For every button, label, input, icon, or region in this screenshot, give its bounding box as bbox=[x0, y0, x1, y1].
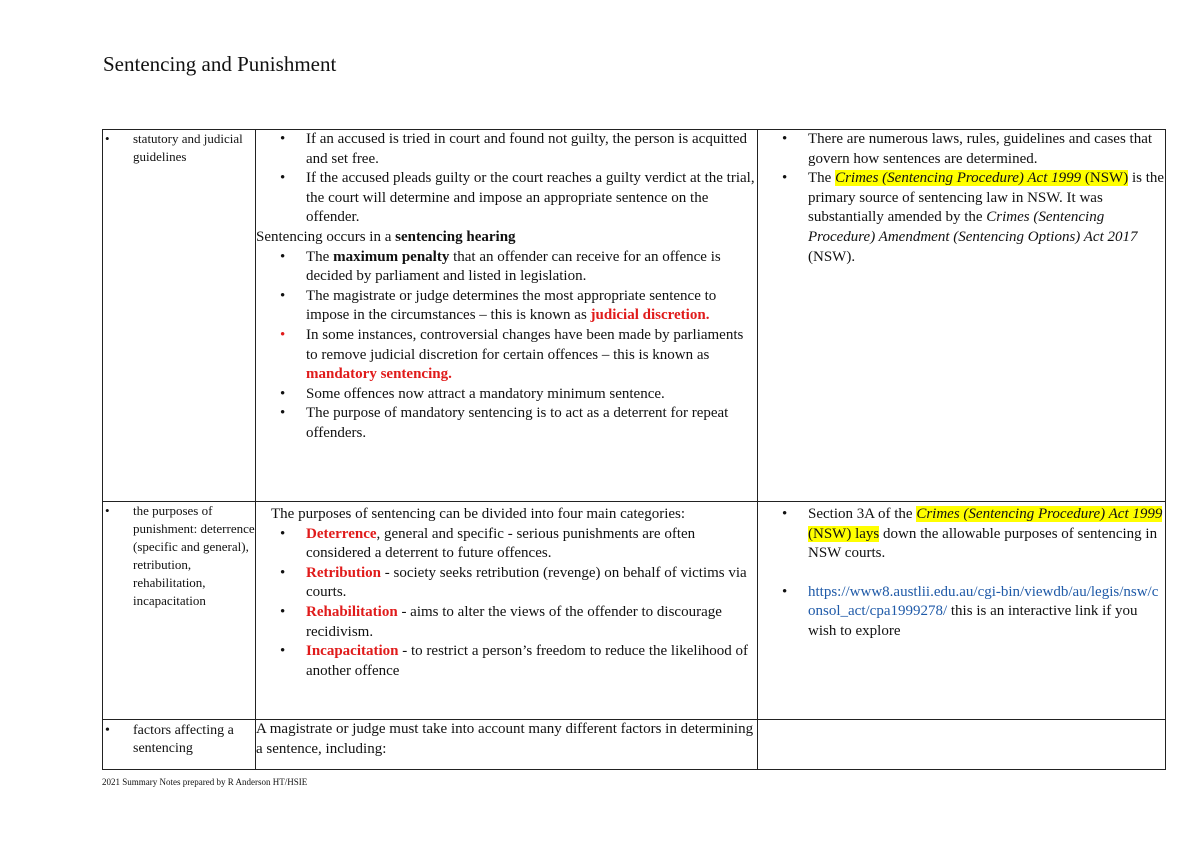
reference-cell bbox=[758, 130, 1166, 502]
topic-cell bbox=[103, 130, 256, 502]
notes-table bbox=[102, 129, 1166, 770]
content-cell bbox=[256, 502, 758, 720]
content-cell bbox=[256, 130, 758, 502]
maximum-penalty-term: maximum penalty bbox=[333, 248, 450, 265]
list-item: • Section 3A of the Crimes (Sentencing Procedure) Act 1999 (NSW) lays down the allowable purposes of sentencing in NSW courts. bbox=[758, 505, 1165, 564]
list-item: • Rehabilitation - aims to alter the views of the offender to discourage recidivism. bbox=[256, 603, 757, 642]
topic-cell bbox=[103, 502, 256, 720]
list-item: • Some offences now attract a mandatory minimum sentence. bbox=[256, 385, 757, 405]
deterrence-term: Deterrence bbox=[306, 525, 377, 542]
table-row bbox=[103, 502, 1166, 720]
list-item: • Incapacitation - to restrict a person’s freedom to reduce the likelihood of another offence bbox=[256, 642, 757, 681]
table-row bbox=[103, 130, 1166, 502]
table-row bbox=[103, 720, 1166, 770]
topic-cell bbox=[103, 720, 256, 770]
factors-intro: A magistrate or judge must take into account many different factors in determining a sentence, including: bbox=[256, 721, 754, 757]
act-citation-highlight: Crimes (Sentencing Procedure) Act 1999 (NSW) bbox=[835, 170, 1129, 187]
amendment-act-citation: Crimes (Sentencing Procedure) Amendment (Sentencing Options) Act 2017 bbox=[808, 209, 1138, 245]
topic-label: • the purposes of punishment: deterrence (specific and general), retribution, rehabilitation, incapacitation bbox=[103, 502, 255, 610]
list-item: • The Crimes (Sentencing Procedure) Act 1999 (NSW) is the primary source of sentencing law in NSW. It was substantially amended by the Crimes (Sentencing Procedure) Amendment (Sentencing Options) Act 2017 (NSW). bbox=[758, 169, 1165, 267]
list-item: • If the accused pleads guilty or the court reaches a guilty verdict at the trial, the court will determine and impose an appropriate sentence on the offender. bbox=[256, 169, 757, 228]
judicial-discretion-term: judicial discretion. bbox=[590, 307, 710, 324]
list-item: • There are numerous laws, rules, guidelines and cases that govern how sentences are determined. bbox=[758, 130, 1165, 169]
sentencing-hearing-term: sentencing hearing bbox=[395, 228, 516, 245]
list-item: • The maximum penalty that an offender can receive for an offence is decided by parliament and listed in legislation. bbox=[256, 248, 757, 287]
rehabilitation-term: Rehabilitation bbox=[306, 603, 398, 620]
list-item: • Retribution - society seeks retribution (revenge) on behalf of victims via courts. bbox=[256, 564, 757, 603]
list-item: • In some instances, controversial changes have been made by parliaments to remove judicial discretion for certain offences – this is known as mandatory sentencing. bbox=[256, 326, 757, 385]
page-title: Sentencing and Punishment bbox=[103, 52, 337, 76]
list-item: • https://www8.austlii.edu.au/cgi-bin/viewdb/au/legis/nsw/consol_act/cpa1999278/ this is an interactive link if you wish to explore bbox=[758, 583, 1165, 642]
reference-cell bbox=[758, 502, 1166, 720]
retribution-term: Retribution bbox=[306, 564, 381, 581]
list-item: • The magistrate or judge determines the most appropriate sentence to impose in the circumstances – this is known as judicial discretion. bbox=[256, 287, 757, 326]
austlii-link[interactable]: https://www8.austlii.edu.au/cgi-bin/viewdb/au/legis/nsw/consol_act/cpa1999278/ bbox=[808, 583, 1159, 620]
content-cell bbox=[256, 720, 758, 770]
list-item: • The purpose of mandatory sentencing is to act as a deterrent for repeat offenders. bbox=[256, 404, 757, 443]
reference-cell bbox=[758, 720, 1166, 770]
list-item: • Deterrence, general and specific - serious punishments are often considered a deterrent to future offences. bbox=[256, 525, 757, 564]
topic-label: • statutory and judicial guidelines bbox=[103, 130, 255, 166]
topic-label: • factors affecting a sentencing bbox=[103, 722, 255, 758]
page-footer: 2021 Summary Notes prepared by R Anderson HT/HSIE bbox=[102, 777, 308, 787]
purposes-intro: The purposes of sentencing can be divided into four main categories: bbox=[271, 506, 686, 522]
mandatory-sentencing-term: mandatory sentencing. bbox=[306, 366, 452, 383]
incapacitation-term: Incapacitation bbox=[306, 643, 399, 660]
list-item: • If an accused is tried in court and found not guilty, the person is acquitted and set free. bbox=[256, 130, 757, 169]
sentencing-hearing-line: Sentencing occurs in a sentencing hearing bbox=[256, 228, 516, 245]
act-citation-highlight: Crimes (Sentencing Procedure) Act 1999 (NSW) lays bbox=[808, 506, 1163, 542]
